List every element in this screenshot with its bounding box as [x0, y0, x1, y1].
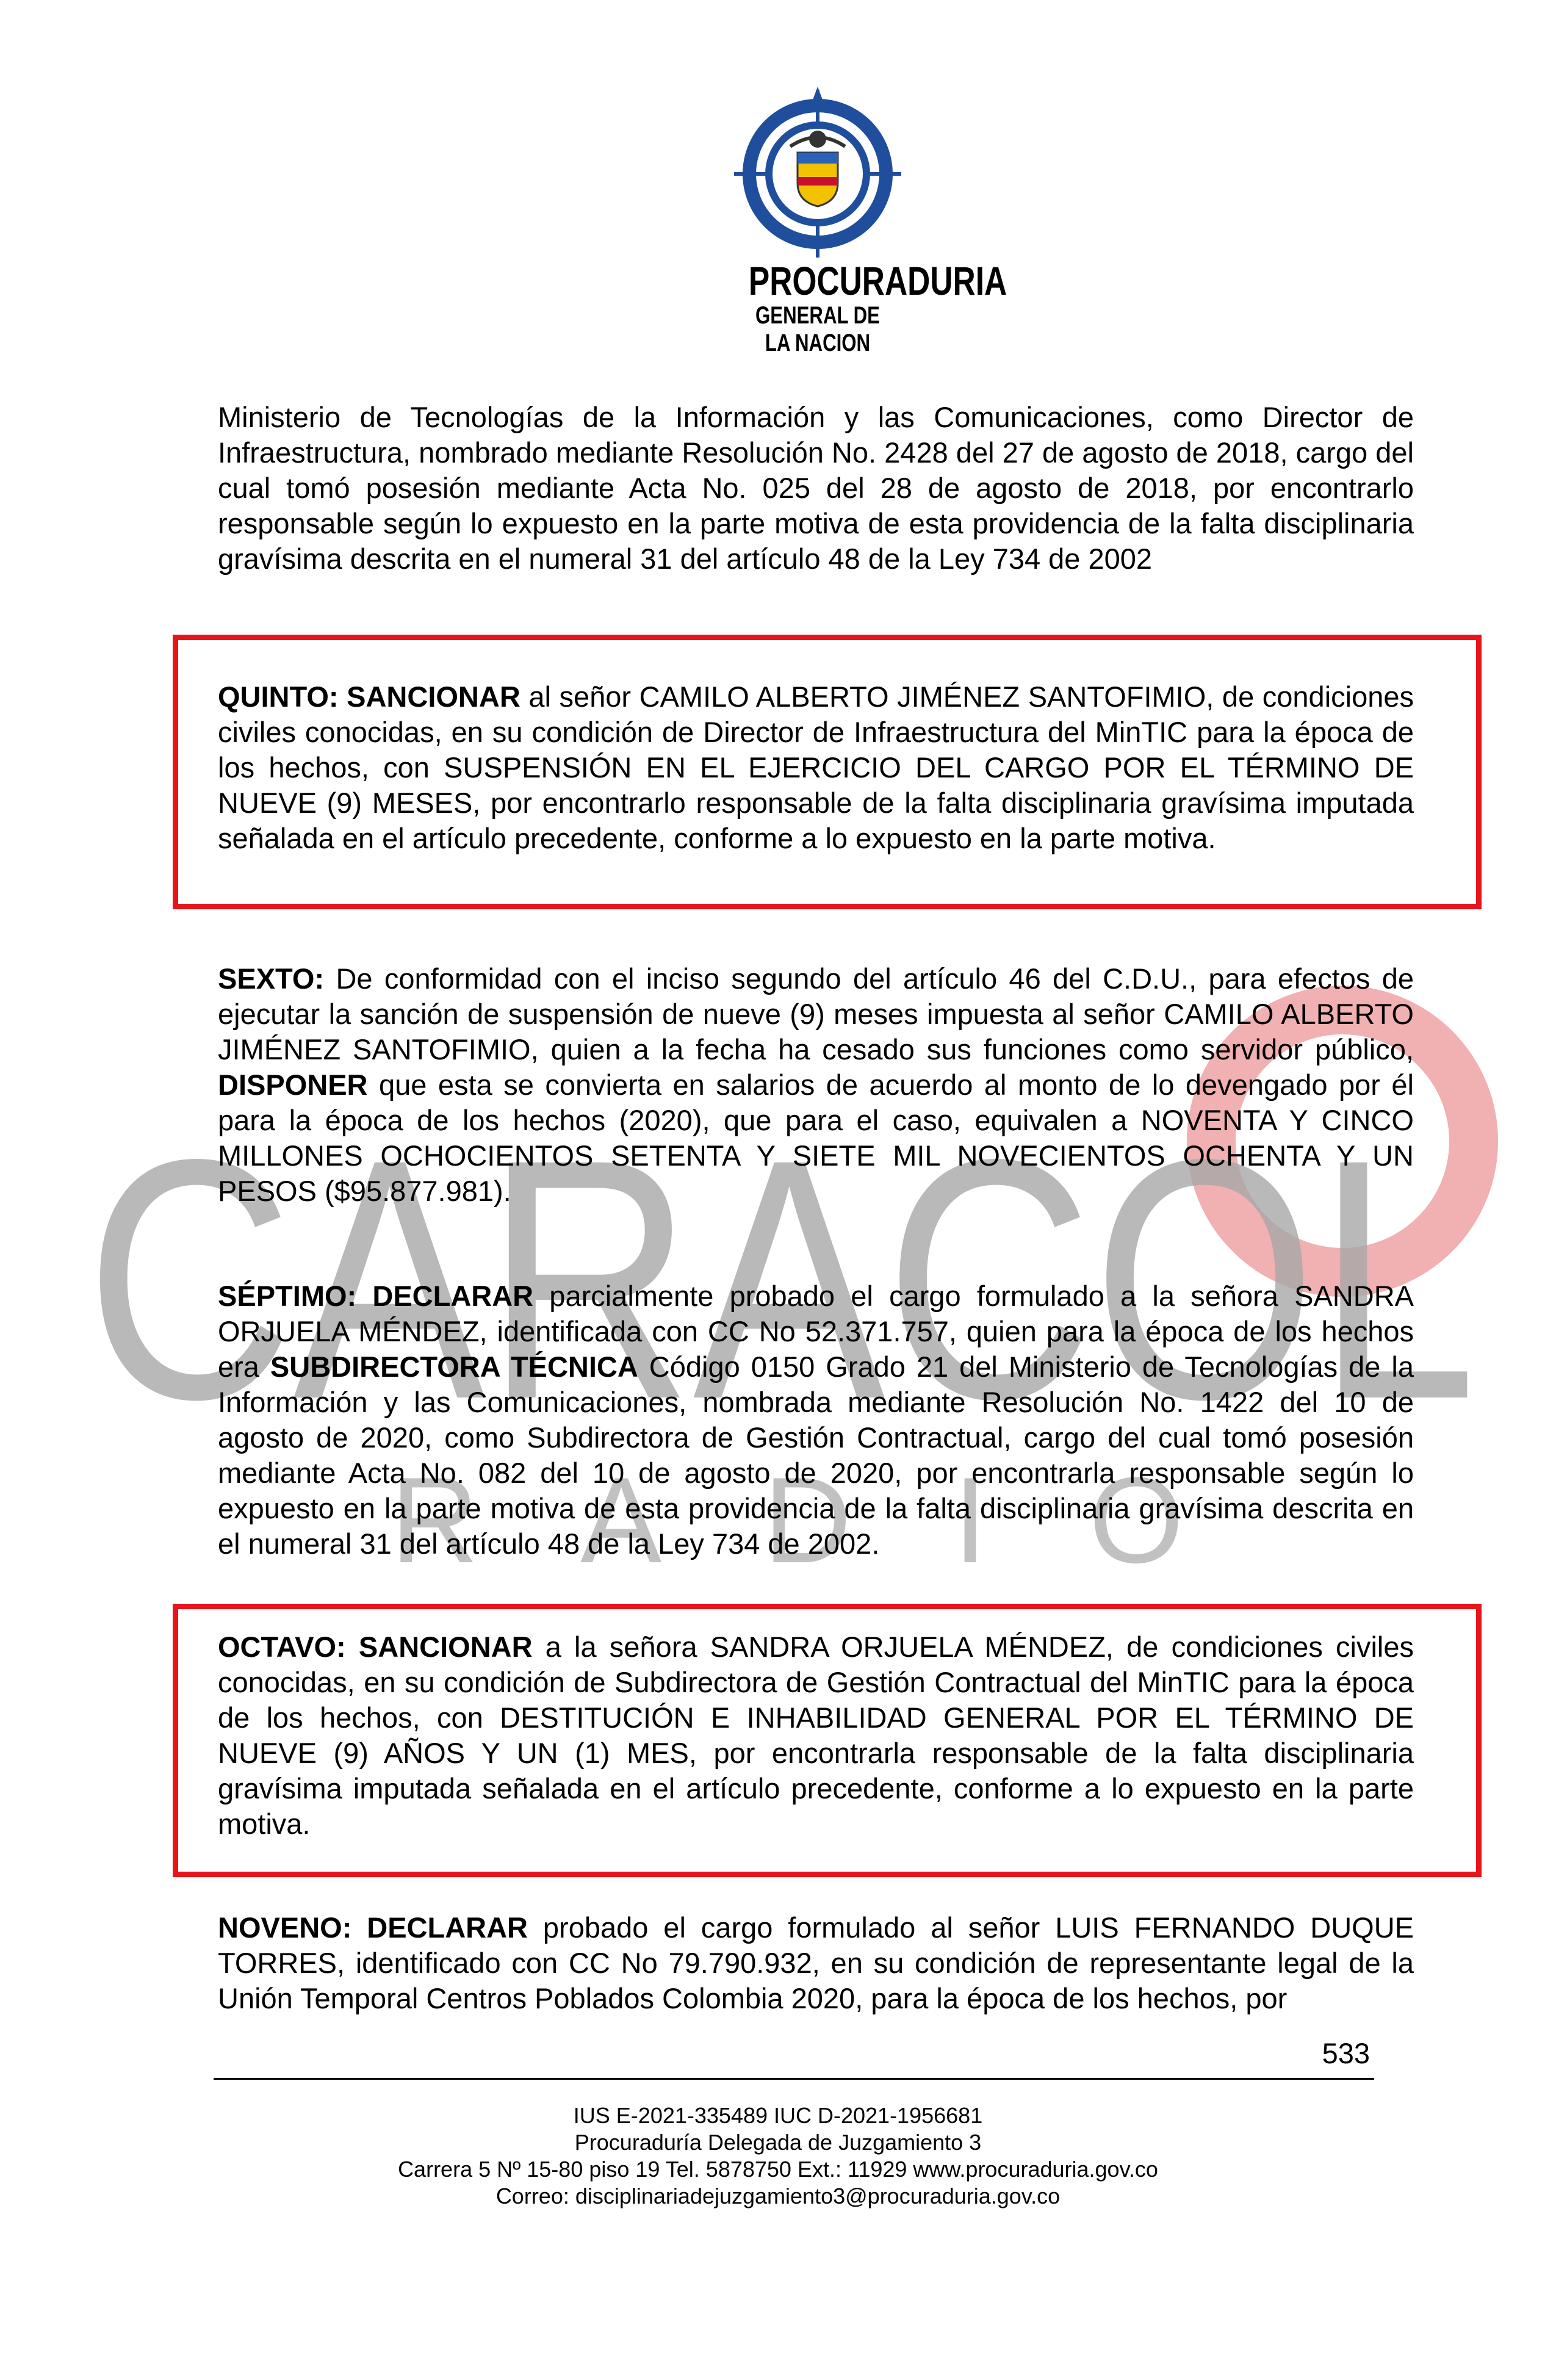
quinto-heading: QUINTO: SANCIONAR	[218, 680, 520, 713]
paragraph-septimo	[218, 1278, 1414, 1562]
target-emblem-icon	[729, 85, 906, 262]
septimo-bold: SUBDIRECTORA TÉCNICA	[270, 1350, 638, 1383]
page-number: 533	[1322, 2037, 1370, 2069]
logo-subtitle: GENERAL DE LA NACION	[755, 302, 880, 356]
octavo-heading: OCTAVO: SANCIONAR	[218, 1631, 533, 1663]
paragraph-octavo	[218, 1629, 1414, 1842]
sexto-heading: SEXTO:	[218, 962, 325, 995]
watermark-word-caracol: CARACOL	[85, 1088, 1477, 1470]
footer-office: Procuraduría Delegada de Juzgamiento 3	[574, 2130, 982, 2155]
sexto-text-1: De conformidad con el inciso segundo del artículo 46 del C.D.U., para efectos de ejecutar la sanción de suspensión de nueve (9) meses impuesta al señor CAMILO ALBERTO JIMÉNEZ SANTOFIMIO, quien a la fecha ha cesado sus funciones como servidor público,	[218, 962, 1414, 1066]
footer-divider	[214, 2078, 1374, 2080]
septimo-text-1: parcialmente probado el cargo formulado a la señora SANDRA ORJUELA MÉNDEZ, identificada con CC No 52.371.757, quien para la época de los hechos era	[218, 1280, 1414, 1383]
septimo-heading: SÉPTIMO: DECLARAR	[218, 1280, 534, 1312]
sexto-text-2: que esta se convierta en salarios de acuerdo al monto de lo devengado por él para la época de los hechos (2020), que para el caso, equivalen a NOVENTA Y CINCO MILLONES OCHOCIENTOS SETENTA Y SIETE MIL NOVECIENTOS OCHENTA Y UN PESOS ($95.877.981).	[218, 1069, 1414, 1207]
septimo-text-2: Código 0150 Grado 21 del Ministerio de Tecnologías de la Información y las Comunicaciones, nombrada mediante Resolución No. 1422 del 10 de agosto de 2020, como Subdirectora de Gestión Contractual, cargo del cual tomó posesión mediante Acta No. 082 del 10 de agosto de 2020, por encontrarla responsable según lo expuesto en la parte motiva de esta providencia de la falta disciplinaria gravísima descrita en el numeral 31 del artículo 48 de la Ley 734 de 2002.	[218, 1350, 1414, 1560]
paragraph-sexto	[218, 961, 1414, 1209]
watermark-word-radio: RADIO	[391, 1452, 1184, 1588]
sexto-bold: DISPONER	[218, 1069, 368, 1101]
paragraph-quinto	[218, 679, 1414, 856]
noveno-heading: NOVENO: DECLARAR	[218, 1911, 528, 1944]
footer-case-ids: IUS E-2021-335489 IUC D-2021-1956681	[573, 2103, 983, 2128]
paragraph-noveno	[218, 1910, 1414, 2016]
footer-address: Carrera 5 Nº 15-80 piso 19 Tel. 5878750 Ext.: 11929 www.procuraduria.gov.co	[398, 2157, 1158, 2182]
footer-email: Correo: disciplinariadejuzgamiento3@procuraduria.gov.co	[495, 2183, 1061, 2209]
quinto-text: al señor CAMILO ALBERTO JIMÉNEZ SANTOFIMIO, de condiciones civiles conocidas, en su condición de Director de Infraestructura del MinTIC para la época de los hechos, con SUSPENSIÓN EN EL EJERCICIO DEL CARGO POR EL TÉRMINO DE NUEVE (9) MESES, por encontrarlo responsable de la falta disciplinaria gravísima imputada señalada en el artículo precedente, conforme a lo expuesto en la parte motiva.	[218, 680, 1414, 854]
octavo-text: a la señora SANDRA ORJUELA MÉNDEZ, de condiciones civiles conocidas, en su condición de Subdirectora de Gestión Contractual del MinTIC para la época de los hechos, con DESTITUCIÓN E INHABILIDAD GENERAL POR EL TÉRMINO DE NUEVE (9) AÑOS Y UN (1) MES, por encontrarla responsable de la falta disciplinaria gravísima imputada señalada en el artículo precedente, conforme a lo expuesto en la parte motiva.	[218, 1631, 1414, 1840]
noveno-text: probado el cargo formulado al señor LUIS FERNANDO DUQUE TORRES, identificado con CC No 79.790.932, en su condición de representante legal de la Unión Temporal Centros Poblados Colombia 2020, para la época de los hechos, por	[218, 1911, 1414, 2014]
paragraph-intro	[218, 400, 1414, 577]
intro-text: Ministerio de Tecnologías de la Información y las Comunicaciones, como Director de Infraestructura, nombrado mediante Resolución No. 2428 del 27 de agosto de 2018, cargo del cual tomó posesión mediante Acta No. 025 del 28 de agosto de 2018, por encontrarlo responsable según lo expuesto en la parte motiva de esta providencia de la falta disciplinaria gravísima descrita en el numeral 31 del artículo 48 de la Ley 734 de 2002	[218, 401, 1414, 575]
logo-title: PROCURADURIA	[748, 258, 1007, 303]
procuraduria-logo	[729, 85, 1007, 356]
